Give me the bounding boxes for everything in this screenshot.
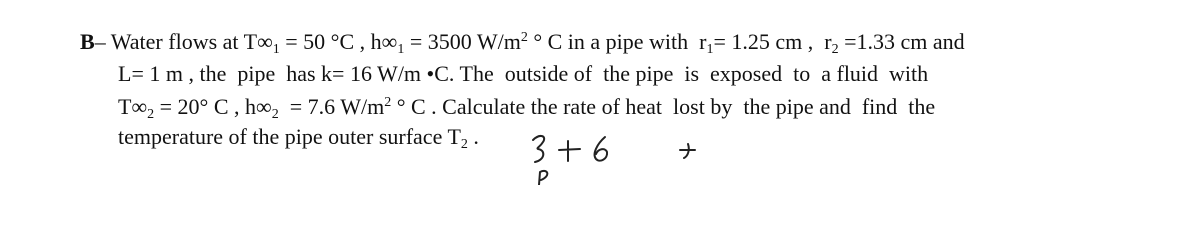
handwritten-6 (595, 137, 607, 161)
problem-label: B (80, 29, 95, 54)
handwritten-p (539, 171, 547, 185)
h1-subscript: 1 (397, 42, 405, 57)
h2-value: = 7.6 W/m (278, 94, 385, 119)
handwritten-plus-2 (680, 144, 695, 158)
h2-subscript: 2 (271, 107, 279, 122)
t2-prefix: T∞ (118, 94, 148, 119)
handwritten-plus (559, 141, 580, 161)
h1-value: = 3500 W/m (404, 29, 521, 54)
h2-superscript: 2 (384, 95, 392, 110)
t1-text: – Water flows at T∞ (94, 29, 273, 54)
h2-rest: ° C . Calculate the rate of heat lost by the pipe and find the (391, 94, 936, 119)
line-4-text: temperature of the pipe outer surface T (118, 124, 461, 149)
t2-subscript: 2 (147, 107, 155, 122)
t2-value: = 20° C , h∞ (154, 94, 272, 119)
line-4-end: . (467, 124, 479, 149)
t1-value: = 50 °C , h∞ (279, 29, 398, 54)
h1-superscript: 2 (520, 30, 528, 45)
r2-value: =1.33 cm and (838, 29, 965, 54)
t2-outer-subscript: 2 (460, 137, 468, 152)
r2-subscript: 2 (831, 42, 839, 57)
r1-subscript: 1 (706, 42, 714, 57)
t1-subscript: 1 (272, 42, 280, 57)
handwritten-3 (533, 136, 544, 162)
line-2-text: L= 1 m , the pipe has k= 16 W/m •C. The outside of the pipe is exposed to a fluid with (118, 61, 929, 86)
h1-unit: ° C in a pipe with r (527, 29, 707, 54)
r1-value: = 1.25 cm , r (713, 29, 832, 54)
